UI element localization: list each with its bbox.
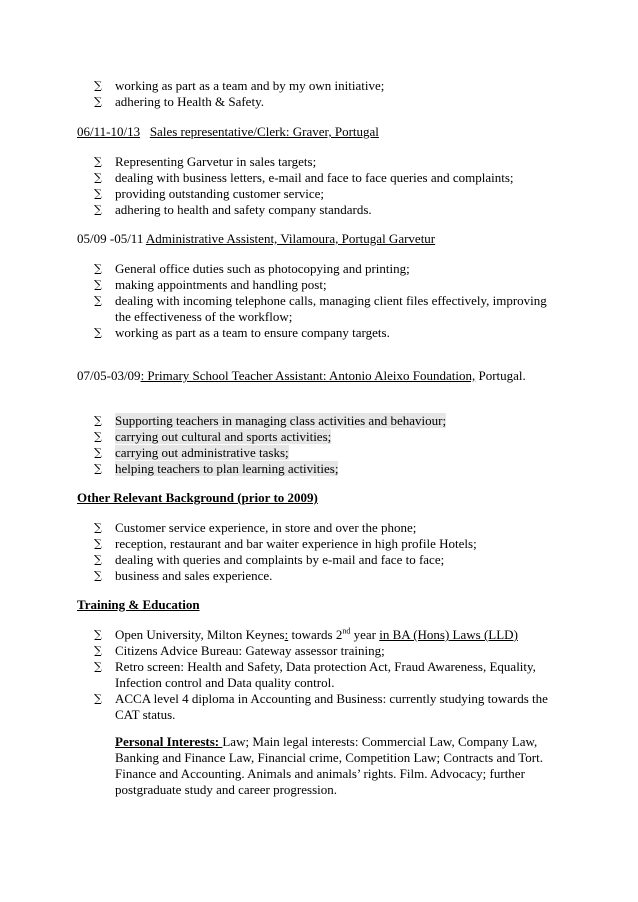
bullet-icon: ∑ (94, 446, 102, 459)
list-item: ∑ dealing with queries and complaints by e-mail and face to face; (94, 552, 445, 567)
bullet-icon: ∑ (94, 262, 102, 275)
section-heading-other: Other Relevant Background (prior to 2009) (77, 490, 318, 505)
list-item: ∑ business and sales experience. (94, 568, 273, 583)
bullet-icon: ∑ (94, 294, 102, 307)
job-heading: 06/11-10/13 Sales representative/Clerk: Graver, Portugal (77, 124, 379, 139)
bullet-icon: ∑ (94, 430, 102, 443)
bullet-icon: ∑ (94, 660, 102, 673)
duties-list-3 (94, 261, 564, 341)
list-item: ∑ helping teachers to plan learning activities; (94, 461, 339, 476)
list-item: ∑ Supporting teachers in managing class activities and behaviour; (94, 413, 447, 428)
job-heading: 07/05-03/09: Primary School Teacher Assistant: Antonio Aleixo Foundation, Portugal. (77, 368, 526, 383)
background-list (94, 520, 564, 584)
bullet-icon: ∑ (94, 278, 102, 291)
list-item: ∑ General office duties such as photocopying and printing; (94, 261, 410, 276)
bullet-icon: ∑ (94, 628, 102, 641)
bullet-icon: ∑ (94, 414, 102, 427)
list-item: ∑ carrying out administrative tasks; (94, 445, 289, 460)
bullet-icon: ∑ (94, 692, 102, 705)
list-item: ∑ adhering to health and safety company standards. (94, 202, 372, 217)
bullet-icon: ∑ (94, 644, 102, 657)
list-item: ∑ Open University, Milton Keynes: towards 2nd year in BA (Hons) Laws (LLD) (94, 626, 518, 642)
list-item: ∑ Retro screen: Health and Safety, Data protection Act, Fraud Awareness, Equality, Infection control and Data quality control. (94, 659, 536, 690)
bullet-icon: ∑ (94, 521, 102, 534)
list-item: ∑ dealing with business letters, e-mail and face to face queries and complaints; (94, 170, 514, 185)
list-item: ∑ Customer service experience, in store and over the phone; (94, 520, 417, 535)
duties-list-4 (94, 413, 564, 477)
list-item: ∑ reception, restaurant and bar waiter experience in high profile Hotels; (94, 536, 477, 551)
duties-list-1 (94, 78, 564, 110)
bullet-icon: ∑ (94, 155, 102, 168)
bullet-icon: ∑ (94, 79, 102, 92)
list-item: ∑ ACCA level 4 diploma in Accounting and Business: currently studying towards the CAT status. (94, 691, 548, 722)
bullet-icon: ∑ (94, 187, 102, 200)
bullet-icon: ∑ (94, 95, 102, 108)
bullet-icon: ∑ (94, 553, 102, 566)
section-heading-training: Training & Education (77, 597, 200, 612)
list-item: ∑ dealing with incoming telephone calls, managing client files effectively, improving the effectiveness of the workflow; (94, 293, 547, 324)
bullet-icon: ∑ (94, 171, 102, 184)
list-item: ∑ Representing Garvetur in sales targets; (94, 154, 317, 169)
bullet-icon: ∑ (94, 462, 102, 475)
bullet-icon: ∑ (94, 537, 102, 550)
list-item: ∑ carrying out cultural and sports activities; (94, 429, 332, 444)
list-item: ∑ Citizens Advice Bureau: Gateway assessor training; (94, 643, 385, 658)
list-item: ∑ working as part as a team and by my own initiative; (94, 78, 385, 93)
duties-list-2 (94, 154, 564, 218)
bullet-icon: ∑ (94, 326, 102, 339)
list-item: ∑ making appointments and handling post; (94, 277, 327, 292)
job-heading: 05/09 -05/11 Administrative Assistent, Vilamoura, Portugal Garvetur (77, 231, 436, 246)
list-item: ∑ adhering to Health & Safety. (94, 94, 264, 109)
list-item: ∑ working as part as a team to ensure company targets. (94, 325, 390, 340)
personal-interests: Personal Interests: Law; Main legal interests: Commercial Law, Company Law, Banking and Finance Law, Financial crime, Competition Law; Contracts and Tort. Finance and Accounting. Animals and animals’ rights. Film. Advocacy; further postgraduate study and career progression. (115, 734, 543, 797)
training-list (94, 627, 564, 723)
list-item: ∑ providing outstanding customer service; (94, 186, 325, 201)
bullet-icon: ∑ (94, 203, 102, 216)
bullet-icon: ∑ (94, 569, 102, 582)
